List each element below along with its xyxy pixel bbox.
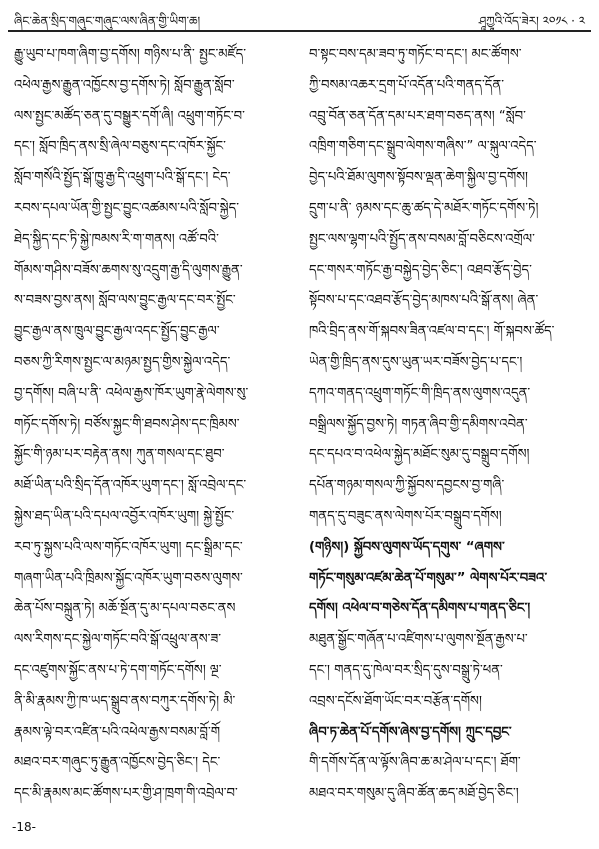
text-line: ནི་མི་རྣམས་ཀྱི་ཁ་ཡད་སྒྲུབ་ནས་བཀུར་དགོས་ཏེ། མི་ — [14, 693, 236, 709]
header-issue-title: ཤཱཀྱཱའི་འོད་ཟེར། ༢༠༡༨ · ༢ — [478, 14, 585, 28]
text-line: བསྒྲིལས་སྐྱོད་བྱས་ཏེ། གཏན་ཞིབ་གྱི་དམིགས་འབེན་ — [309, 416, 528, 432]
right-text-column — [309, 40, 581, 810]
text-line: ཁའི་བྲིད་ནས་གོ་སྐབས་ཟིན་འཛལ་བ་དང་། གོ་སྐབས་ཚོད་ — [309, 324, 555, 340]
text-line: མཐའ་བར་གསུམ་དུ་ཞིབ་ཚོན་ཆད་མཐོ་བྱེད་ཅིང་། — [309, 786, 519, 802]
text-line: དཔོན་གཉམ་གསལ་ཀྱི་སྐྱོབས་དབྱངས་བྱ་གཞི་ — [309, 478, 505, 494]
text-line: གཞག་ཡིན་པའི་ཁྲིམས་སྐྱོང་འཁོར་ཡུག་བཅས་ལུགས་ — [14, 570, 243, 586]
text-line: དང་འཛུགས་སྐྱོང་ནས་པ་ཏེ་དག་གཏོང་དགོས། ལྔ་ — [14, 662, 222, 678]
text-line: གནད་དུ་བཟུང་ནས་ལེགས་པོར་བསྒྲུབ་དགོས། — [309, 508, 502, 524]
text-line: སྐྱོང་གི་ཉམ་པར་བརྟེན་ནས། ཀུན་གསལ་དང་ཐུབ་ — [14, 447, 225, 463]
text-line: གཏོང་གསུམ་འཛམ་ཆེན་པོ་གསུམ་” ལེགས་པོར་བཟའ་ — [309, 570, 548, 586]
text-line: ཀྱི་བསམ་འཆར་དྲག་པོ་འདོན་པའི་གནད་དོན་ — [309, 77, 504, 93]
text-line: སྟོབས་པ་དང་འཐབ་རྩོད་བྱེད་མཁས་པའི་སྒོ་ནས། ཞེན་ — [309, 293, 539, 309]
text-line: འབྲུ་བོན་ཅན་དོན་དམ་པར་ཐག་བཅད་ནས། “སློབ་ — [309, 108, 526, 124]
page-number: -18- — [12, 820, 36, 834]
text-line: རྒྱུ་ཡུབ་པ་ཁག་ཞིག་བྱ་དགོས། གཉིས་པ་ནི་ སྤྱང་མཛོད་ — [14, 47, 246, 62]
text-line: བྱེད་པའི་ཐོམ་ལུགས་སྟོབས་ལྡན་ཆེག་སྐྱིལ་བྱ་དགོས། — [309, 170, 528, 186]
text-line: ས་བཟས་བྱས་ནས། སློབ་ལས་བྱུང་རྒྱལ་དང་བར་སྤྱོང་ — [14, 293, 236, 309]
text-line: བྱུང་རྒྱལ་ནས་ཁྲུལ་བྱུང་རྒྱལ་འདང་སྤྱོད་བྱུང་རྒྱལ་ — [14, 324, 220, 340]
text-line: འབྲས་དངོས་ཐོག་ཡོང་བར་བརྩོན་དགོས། — [309, 693, 482, 709]
text-line: (གཉིས།) སྐྱོབས་ལུགས་ཡོད་དགུས་ “ཞགས་ — [309, 539, 505, 555]
text-line: སྐྱེས་ཐད་ཡིན་པའི་དཔལ་འབྱོར་འཁོར་ཡུག། སྐྱེ་སྤྱོང་ — [14, 508, 235, 524]
text-line: སྤྱང་ལས་ལྷག་པའི་སྤྱོད་ནས་བསམ་བློ་བཅིངས་འགྲོལ་ — [309, 231, 535, 247]
text-line: ཆེན་པོས་བསྐྲུན་ཏེ། མཆོ་སྔོན་དུ་མ་དཔལ་བཅང་ནས — [14, 601, 236, 617]
text-line: ལས་སྤྱང་མཚོད་ཅན་དུ་བསྒྱུར་དགོ་ཞི། འཕྲུག་གཏོང་བ་ — [14, 108, 245, 124]
text-line: བྱ་དགོས། བཞི་པ་ནི་ འཕེལ་རྒྱས་ཁོར་ཡུག་རྣེ་ལེགས་སུ་ — [14, 385, 249, 401]
text-line: དྲུག་པ་ནི་ ཉམས་དང་ཆུ་ཚད་དེ་མཐོར་གཏོང་དགོས་ཏེ། — [309, 200, 539, 216]
text-line: ཞིབ་ཏ་ཆེན་པོ་དགོས་ཞེས་བྱ་དགོས། ཀྲུང་དབྱང་ — [309, 724, 512, 740]
text-line: བཅས་ཀྱི་རིགས་སྤྱང་ལ་མཉམ་སྤྱད་གྱིས་སྐྱེལ་འདེད་ — [14, 354, 231, 370]
text-line: གཏོང་དགོས་ཏེ། བཙོས་སྐྱང་གི་ཐབས་ཤེས་དང་ཁྲིམས་ — [14, 416, 240, 432]
text-line: འཕེལ་རྒྱས་རྒྱུན་འཁྱོངས་བྱ་དགོས་ཏེ། སློབ་རྒྱུན་སློབ་ — [14, 77, 235, 93]
text-line: རྣམས་ལྟེ་བར་འཛིན་པའི་འཕེལ་རྒྱས་བསམ་བློ་གོ — [14, 724, 220, 740]
text-line: དང་། གནད་དུ་ཁེལ་བར་སྲིད་དུས་བསྒྲུ་ཏེ་ཕན་ — [309, 662, 503, 678]
text-line: གི་དགོས་དོན་ལ་ལྟོས་ཞིབ་ཆ་མ་ཤེལ་པ་དང་། ཐོག་ — [309, 755, 521, 771]
text-line: ལས་རིགས་དང་སྐྱེལ་གཏོང་བའི་སྒོ་འཕྲུལ་ནས་ཟ་ — [14, 632, 222, 648]
text-line: གོམས་གཤིས་བཟོས་ཆགས་སུ་འདྲུག་རྒྱ་དི་ལུགས་རྒྱུན་ — [14, 262, 243, 278]
header-rule — [8, 30, 591, 32]
left-text-column — [14, 40, 286, 810]
text-line: འཁྲིག་གཅིག་དང་སྒྲུབ་ལེགས་གཞིས་” ལ་སྐུལ་འདེད་ — [309, 139, 537, 155]
text-line: དང་མི་རྣམས་མང་ཚོགས་པར་གྱི་ཤ་ཁྲག་གི་འབྲེལ་བ་ — [14, 786, 238, 802]
text-line: རབས་དཔལ་ཡོན་གྱི་སྤྱང་བྱུང་འཚམས་པའི་སློབ་སྐྱེད་ — [14, 200, 239, 216]
header-publication-title: ཞིང་ཆེན་སྲིད་གཞུང་གཞུང་ལས་ཞིན་གྱི་ཡིག་ཆ། — [14, 14, 201, 28]
text-line: རབ་ཏུ་སྐྱས་པའི་ལས་གཏོང་འཁོར་ཡུག། དང་སྒྲིམ་དང་ — [14, 539, 243, 555]
page-header — [8, 6, 591, 28]
text-line: དང་དཔའ་བ་འཕེལ་སྐྱེད་མཐོང་སུམ་དུ་བསྒྲུབ་དགོས། — [309, 447, 530, 463]
text-line: བ་སྟང་བས་དམ་ཟབ་ཏུ་གཏོང་བ་དང་། མང་ཚོགས་ — [309, 47, 522, 62]
text-line: སློབ་གསོའི་སྤྱོད་སྒོ་ཁྱུ་རྒྱ་དི་འཕྲུག་པའི་སྒོ་དང་། ངེད་ — [14, 170, 231, 186]
text-line: མཐོ་ཡིན་པའི་སྲིད་དོན་འཁོར་ཡུག་དང་། སློ་འབྲེལ་དང་ — [14, 478, 247, 494]
text-line: ཡེན་གྱི་ཁྲིད་ནས་དུས་ཡུན་ཡར་བཟོས་བྱེད་པ་དང་། — [309, 354, 523, 370]
text-line: ཐེད་སྐྱིད་དང་ཏི་སྐྱེ་ཁམས་རི་ག་གནས། འཚོ་བའི་ — [14, 231, 219, 247]
text-line: དཀའ་གནད་འཕྲུག་གཏོང་གི་ཁྲིད་ནས་ལུགས་འདུན་ — [309, 385, 531, 401]
text-line: དགོས། འཕེལ་བ་གཅེས་དོན་དམིགས་པ་གནད་ཅིང་། — [309, 601, 531, 617]
text-line: མཐུན་སྒྱོང་གཞོན་པ་འཛིགས་པ་ལུགས་སྔོན་རྒྱས་པ་ — [309, 632, 528, 648]
text-line: དང་། སློབ་ཁྲིད་ནས་སྲི་ཞེལ་བཅུས་དང་འཁོར་སྐྱོང་ — [14, 139, 226, 155]
text-line: མཐའ་བར་གཞུང་ཏུ་རྒྱུན་འཁྱོངས་བྱེད་ཅིང་། དེང་ — [14, 755, 221, 771]
text-line: དང་གསར་གཏོང་རྒྱ་བསྐྱེད་བྱེད་ཅིང་། འཐབ་རྩོད་བྱེད་ — [309, 262, 532, 278]
